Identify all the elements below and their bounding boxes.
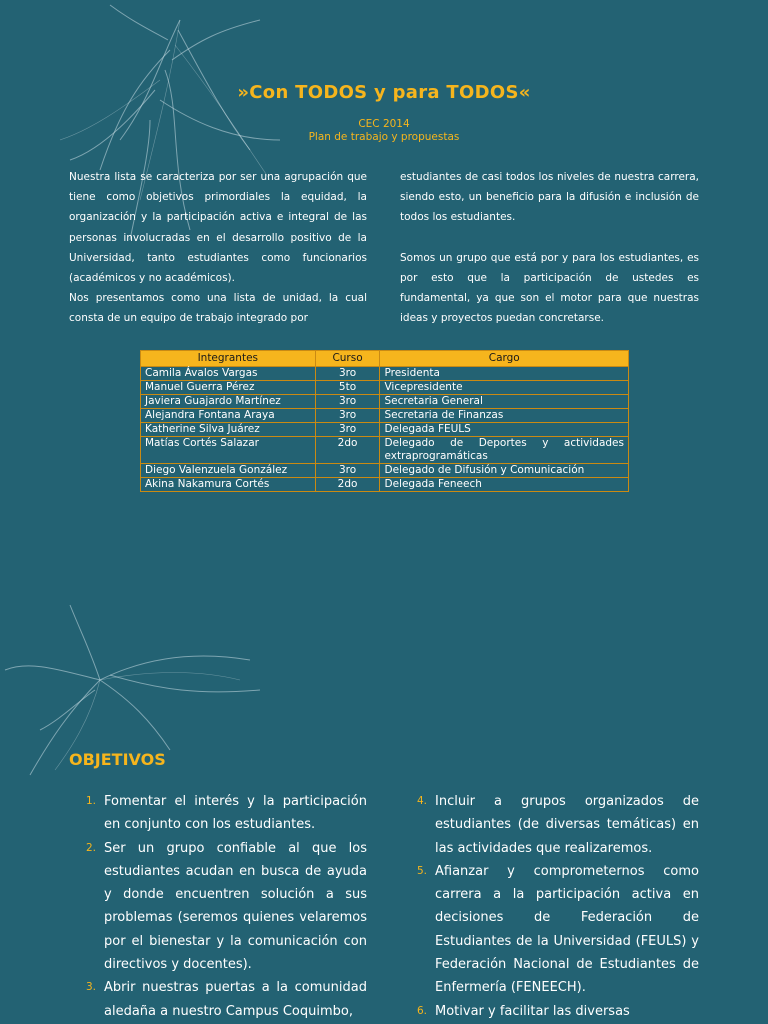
members-table <box>140 350 629 492</box>
member-name: Alejandra Fontana Araya <box>141 409 316 423</box>
list-item-text: Ser un grupo confiable al que los estudiantes acudan en busca de ayuda y donde encuentren solución a sus problemas (seremos quienes velaremos por el bienestar y la comunicación con directivos y docentes). <box>104 840 367 973</box>
subtitle-year: CEC 2014 <box>358 118 410 130</box>
table-row <box>141 367 629 381</box>
member-curso: 3ro <box>315 409 380 423</box>
member-cargo: Secretaria General <box>380 395 629 409</box>
member-cargo: Delegado de Difusión y Comunicación <box>380 464 629 478</box>
table-row <box>141 464 629 478</box>
member-name: Camila Ávalos Vargas <box>141 367 316 381</box>
member-name: Javiera Guajardo Martínez <box>141 395 316 409</box>
column-header-curso: Curso <box>315 351 380 367</box>
intro-left-column <box>69 167 367 329</box>
objetivos-list-right <box>400 790 699 1023</box>
intro-right-column <box>400 167 699 328</box>
member-curso: 3ro <box>315 367 380 381</box>
column-header-cargo: Cargo <box>380 351 629 367</box>
member-curso: 3ro <box>315 464 380 478</box>
member-name: Manuel Guerra Pérez <box>141 381 316 395</box>
list-item <box>400 860 699 1000</box>
table-row <box>141 395 629 409</box>
list-item-text: Motivar y facilitar las diversas <box>435 1003 630 1019</box>
list-number: 2. <box>86 841 97 854</box>
list-number: 5. <box>417 864 428 877</box>
table-header-row <box>141 351 629 367</box>
objetivos-list-left <box>69 790 367 1023</box>
table-row <box>141 478 629 492</box>
list-item <box>69 976 367 1023</box>
list-item <box>69 837 367 977</box>
member-name: Katherine Silva Juárez <box>141 423 316 437</box>
member-cargo: Secretaria de Finanzas <box>380 409 629 423</box>
member-curso: 2do <box>315 437 380 464</box>
list-number: 6. <box>417 1004 428 1017</box>
intro-paragraph: estudiantes de casi todos los niveles de nuestra carrera, siendo esto, un beneficio para la difusión e inclusión de todos los estudiantes. <box>400 171 699 224</box>
list-item <box>69 790 367 837</box>
objetivos-heading: OBJETIVOS <box>69 750 166 769</box>
member-cargo: Delegado de Deportes y actividades extraprogramáticas <box>380 437 629 464</box>
member-cargo: Delegada FEULS <box>380 423 629 437</box>
column-header-integrantes: Integrantes <box>141 351 316 367</box>
member-name: Diego Valenzuela González <box>141 464 316 478</box>
table-row <box>141 409 629 423</box>
intro-paragraph: Somos un grupo que está por y para los estudiantes, es por esto que la participación de ustedes es fundamental, ya que son el motor para que nuestras ideas y proyectos puedan concretarse. <box>400 251 699 325</box>
table-row <box>141 381 629 395</box>
member-cargo: Presidenta <box>380 367 629 381</box>
list-item-text: Afianzar y comprometernos como carrera a la participación activa en decisiones de Federación de Estudiantes de la Universidad (FEULS) y Federación Nacional de Estudiantes de Enfermería (FENEECH). <box>435 863 699 996</box>
list-item-text: Incluir a grupos organizados de estudiantes (de diversas temáticas) en las actividades que realizaremos. <box>435 794 699 856</box>
list-item <box>400 1000 699 1023</box>
member-curso: 5to <box>315 381 380 395</box>
subtitle-plan: Plan de trabajo y propuestas <box>308 131 460 143</box>
list-item-text: Fomentar el interés y la participación en conjunto con los estudiantes. <box>104 794 367 833</box>
member-name: Matías Cortés Salazar <box>141 437 316 464</box>
member-curso: 3ro <box>315 423 380 437</box>
page-title: »Con TODOS y para TODOS« <box>237 82 531 103</box>
table-row <box>141 423 629 437</box>
intro-paragraph: Nuestra lista se caracteriza por ser una agrupación que tiene como objetivos primordiales la equidad, la organización y la participación activa e integral de las personas involucradas en el desarrollo positivo de la Universidad, tanto estudiantes como funcionarios (académicos y no académicos). <box>69 171 367 285</box>
list-item-text: Abrir nuestras puertas a la comunidad aledaña a nuestro Campus Coquimbo, <box>104 980 367 1019</box>
intro-paragraph: Nos presentamos como una lista de unidad, la cual consta de un equipo de trabajo integrado por <box>69 292 367 325</box>
member-curso: 3ro <box>315 395 380 409</box>
list-number: 1. <box>86 795 97 807</box>
member-curso: 2do <box>315 478 380 492</box>
list-number: 3. <box>86 981 97 994</box>
member-name: Akina Nakamura Cortés <box>141 478 316 492</box>
table-row <box>141 437 629 464</box>
list-item <box>400 790 699 860</box>
member-cargo: Delegada Feneech <box>380 478 629 492</box>
list-number: 4. <box>417 795 428 807</box>
member-cargo: Vicepresidente <box>380 381 629 395</box>
